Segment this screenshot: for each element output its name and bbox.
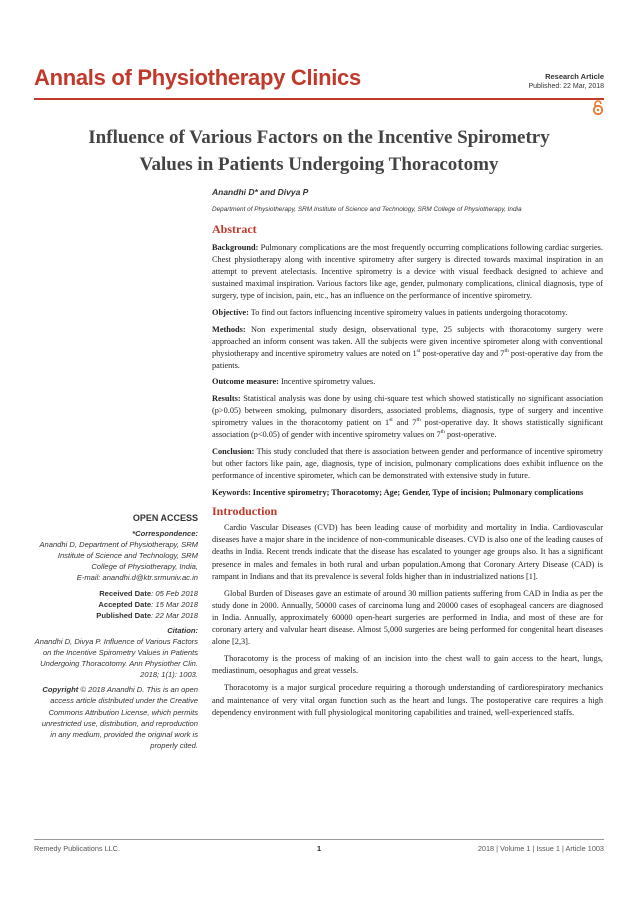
published-label: Published Date (96, 610, 152, 620)
results-text-b: and 7 (392, 418, 417, 428)
abstract-heading: Abstract (212, 222, 257, 236)
published-date: Published: 22 Mar, 2018 (528, 83, 604, 90)
citation-text: Anandhi D, Divya P. Influence of Various Factors on the Incentive Spirometry Values in Patients Undergoing Thoracotomy. Ann Physiother Clin. 2018; 1(1): 1003. (34, 636, 198, 680)
sidebar-info (34, 513, 198, 755)
published-date-side: : 22 Mar 2018 (151, 610, 198, 620)
results-sup-1: st (389, 417, 393, 424)
results-text-a: Statistical analysis was done by using chi-square test which showed statistically no significant association (p>0.05) between smoking, pulmonary disorders, associated problems, diagnosis, type of surgery and incentive spirometry values in the thoracotomy patient on 1 (212, 394, 603, 428)
objective-text: To find out factors influencing incentive spirometry values in patients undergoing thoracotomy. (250, 307, 568, 317)
correspondence-block (34, 528, 198, 583)
background-text: Pulmonary complications are the most frequently occurring complications following cardiac surgeries. Chest physiotherapy along with incentive spirometry after surgery is directed towards maximal inspiration in an attempt to prevent atelectasis. Incentive spirometry is a device with visual feedback designed to achieve and sustained maximal inspiration. Various factors like age, gender, pulmonary complications, clinical diagnosis, type of surgery, type of incision, pain, etc., has an influence on the performance of incentive spirometry. (212, 243, 603, 301)
keywords-text: Incentive spirometry; Thoracotomy; Age; Gender, Type of incision; Pulmonary complications (252, 487, 584, 497)
methods-text-c: post-operative day from the patients. (212, 348, 603, 370)
results-text-c: post-operative day. It shows statistically significant association (p<0.05) of gender with incentive spirometry values on 7 (212, 418, 603, 440)
results-sup-2: th (416, 417, 421, 424)
open-access-label: OPEN ACCESS (132, 513, 198, 523)
citation-block (34, 625, 198, 680)
citation-label: Citation: (167, 625, 198, 635)
dates-block (34, 588, 198, 621)
footer-volume: 2018 | Volume 1 | Issue 1 | Article 1003 (477, 844, 604, 853)
intro-paragraph-4: Thoracotomy is a major surgical procedure requiring a thorough understanding of cardiorespiratory mechanics and maintenance of very vital organ function such as the heart and lungs. The postoperative care requires a high dependency environment with full physiological monitoring capabilities and trained, well-experienced staffs. (212, 683, 603, 717)
abstract-outcome (212, 376, 603, 388)
received-date: : 05 Feb 2018 (151, 588, 198, 598)
title-line-2: Values in Patients Undergoing Thoracotomy (139, 154, 499, 175)
copyright-text: © 2018 Anandhi D. This is an open access article distributed under the Creative Commons Attribution License, which permits unrestricted use, distribution, and reproduction in any medium, provided the original work is properly cited. (41, 685, 198, 750)
copyright-block (34, 684, 198, 751)
authors: Anandhi D* and Divya P (212, 187, 309, 197)
introduction-body (212, 522, 603, 718)
article-type: Research Article (545, 72, 604, 81)
abstract-results (212, 393, 603, 441)
methods-label: Methods: (212, 324, 246, 334)
header-divider (34, 98, 604, 100)
intro-paragraph-2: Global Burden of Diseases gave an estimate of around 30 million patients suffering from CAD in India as per the study done in 2000. Annually, 50000 cases of carcinoma lung and 20000 cases of esophageal cancers are diagnosed in India. Annually, approximately 60000 open-heart surgeries are performed in India, and most of these are for coronary artery and valvular heart disease. Almost 5,000 surgeries are being performed for congenital heart diseases alone [2,3]. (212, 588, 603, 647)
footer-page-number: 1 (316, 844, 322, 853)
results-sup-3: th (440, 429, 445, 436)
abstract-conclusion (212, 446, 603, 482)
correspondence-label: *Correspondence: (132, 529, 198, 539)
methods-text-a: Non experimental study design, observational type, 25 subjects with thoracotomy surgery were approached an inform consent was taken. All the subjects were given incentive spirometer along with conventional physiotherapy and incentive spirometry values are noted on 1 (212, 324, 604, 358)
abstract-methods (212, 324, 603, 372)
introduction-heading: Introduction (212, 504, 278, 519)
accepted-date: : 15 Mar 2018 (151, 599, 198, 609)
correspondence-text: Anandhi D, Department of Physiotherapy, SRM Institute of Science and Technology, SRM College of Physiotherapy, India, (39, 540, 198, 572)
outcome-label: Outcome measure: (212, 377, 279, 387)
intro-paragraph-3: Thoracotomy is the process of making of an incision into the chest wall to gain access to the heart, lungs, mediastinum, oesophagus and great vessels. (212, 654, 603, 676)
methods-sup-2: th (504, 347, 509, 354)
outcome-text: Incentive spirometry values. (280, 377, 376, 387)
abstract-background (212, 242, 603, 302)
affiliation: Department of Physiotherapy, SRM Institute of Science and Technology, SRM College of Physiotherapy, India (212, 206, 522, 213)
accepted-row (34, 599, 198, 610)
copyright-label: Copyright (42, 685, 79, 695)
intro-paragraph-1: Cardio Vascular Diseases (CVD) has been leading cause of morbidity and mortality in India. Cardiovascular diseases have a major share in the incidence of non-communicable diseases. CVD is also one of the leading causes of deaths in India. Recent trends indicate that the disease has escalated to younger age groups also. It has a significant presence in males and females in both rural and urban population.Among that Coronary Artery Disease (CAD) is rampant in Indians and that its prevalence is several folds higher than in industrialized nations [1]. (212, 523, 603, 581)
conclusion-label: Conclusion: (212, 446, 255, 456)
main-column (212, 221, 603, 724)
published-row (34, 610, 198, 621)
footer-divider (34, 839, 604, 840)
accepted-label: Accepted Date (98, 599, 152, 609)
objective-label: Objective: (212, 307, 249, 317)
keywords-label: Keywords: (212, 487, 251, 497)
open-access-lock-icon (592, 100, 604, 115)
article-title (40, 124, 598, 178)
methods-sup-1: st (416, 347, 421, 354)
received-row (34, 588, 198, 599)
results-text-d: post-operative. (444, 430, 497, 440)
received-label: Received Date (99, 588, 152, 598)
abstract-keywords (212, 487, 603, 499)
results-label: Results: (212, 394, 241, 404)
journal-title: Annals of Physiotherapy Clinics (34, 65, 361, 90)
title-line-1: Influence of Various Factors on the Incentive Spirometry (88, 127, 550, 148)
article-meta (529, 72, 605, 90)
footer-publisher: Remedy Publications LLC. (34, 844, 120, 853)
conclusion-text: This study concluded that there is association between gender and performance of incentive spirometry but other factors like pain, age, diagnosis, type of incision, pulmonary complications does exhibit influence on the performance of incentive spirometer, which can be demonstrated with extensive study in future. (212, 446, 603, 481)
correspondence-email[interactable]: E-mail: anandhi.d@ktr.srmuniv.ac.in (76, 573, 198, 583)
abstract-objective (212, 307, 603, 319)
methods-text-b: post-operative day and 7 (420, 348, 505, 358)
background-label: Background: (212, 243, 259, 252)
